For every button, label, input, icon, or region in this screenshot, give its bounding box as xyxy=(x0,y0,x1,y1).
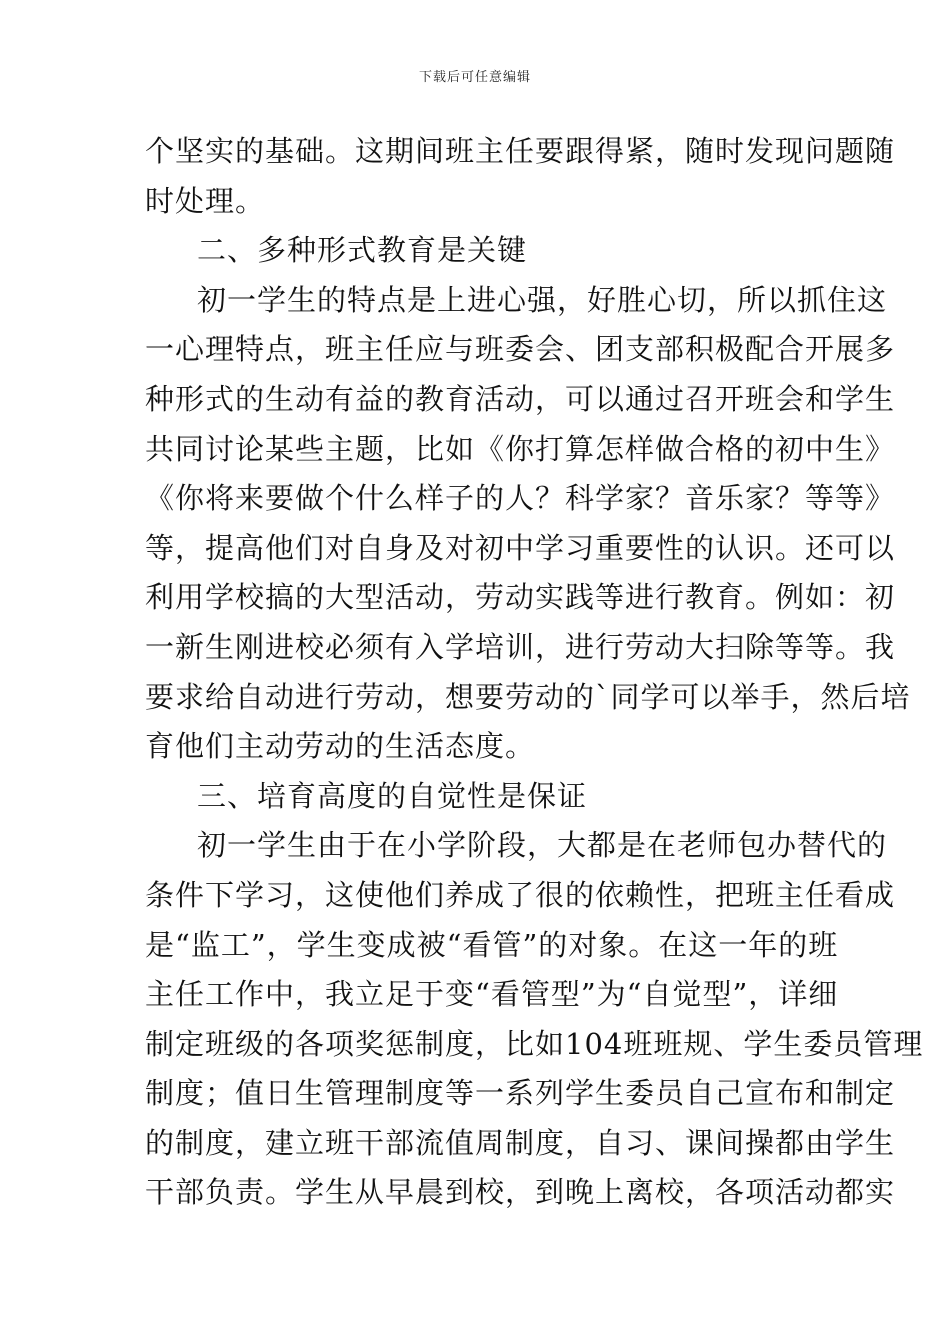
text-line: 个坚实的基础。这期间班主任要跟得紧，随时发现问题随 xyxy=(145,134,896,168)
text-line: 要求给自动进行劳动，想要劳动的`同学可以举手，然后培 xyxy=(145,679,911,714)
text-line: 条件下学习，这使他们养成了很的依赖性，把班主任看成 xyxy=(145,877,896,912)
section-heading: 三、培育高度的自觉性是保证 xyxy=(197,778,588,813)
text-line: 初一学生由于在小学阶段，大都是在老师包办替代的 xyxy=(197,828,888,863)
text-line: 主任工作中，我立足于变“看管型”为“自觉型”，详细 xyxy=(145,977,839,1012)
text-line: 等，提高他们对自身及对初中学习重要性的认识。还可以 xyxy=(145,530,896,565)
text-line: 制定班级的各项奖惩制度，比如104班班规、学生委员管理 xyxy=(145,1026,924,1061)
text-line: 育他们主动劳动的生活态度。 xyxy=(145,729,536,764)
body-text xyxy=(145,127,924,1218)
text-line: 一心理特点，班主任应与班委会、团支部积极配合开展多 xyxy=(145,332,896,367)
header-note: 下载后可任意编辑 xyxy=(418,70,531,85)
section-heading: 二、多种形式教育是关键 xyxy=(197,233,528,268)
text-line: 制度；值日生管理制度等一系列学生委员自己宣布和制定 xyxy=(145,1076,896,1111)
text-line: 干部负责。学生从早晨到校，到晚上离校，各项活动都实 xyxy=(145,1175,896,1210)
text-line: 是“监工”，学生变成被“看管”的对象。在这一年的班 xyxy=(145,927,839,962)
text-line: 共同讨论某些主题，比如《你打算怎样做合格的初中生》 xyxy=(145,431,896,466)
text-line: 利用学校搞的大型活动，劳动实践等进行教育。例如：初 xyxy=(145,580,896,615)
text-line: 初一学生的特点是上进心强，好胜心切，所以抓住这 xyxy=(197,282,888,317)
text-line: 《你将来要做个什么样子的人？科学家？音乐家？等等》 xyxy=(145,481,896,516)
text-line: 时处理。 xyxy=(145,183,266,218)
text-line: 的制度，建立班干部流值周制度，自习、课间操都由学生 xyxy=(145,1125,896,1160)
text-line: 种形式的生动有益的教育活动，可以通过召开班会和学生 xyxy=(145,381,896,416)
text-line: 一新生刚进校必须有入学培训，进行劳动大扫除等等。我 xyxy=(145,629,896,664)
